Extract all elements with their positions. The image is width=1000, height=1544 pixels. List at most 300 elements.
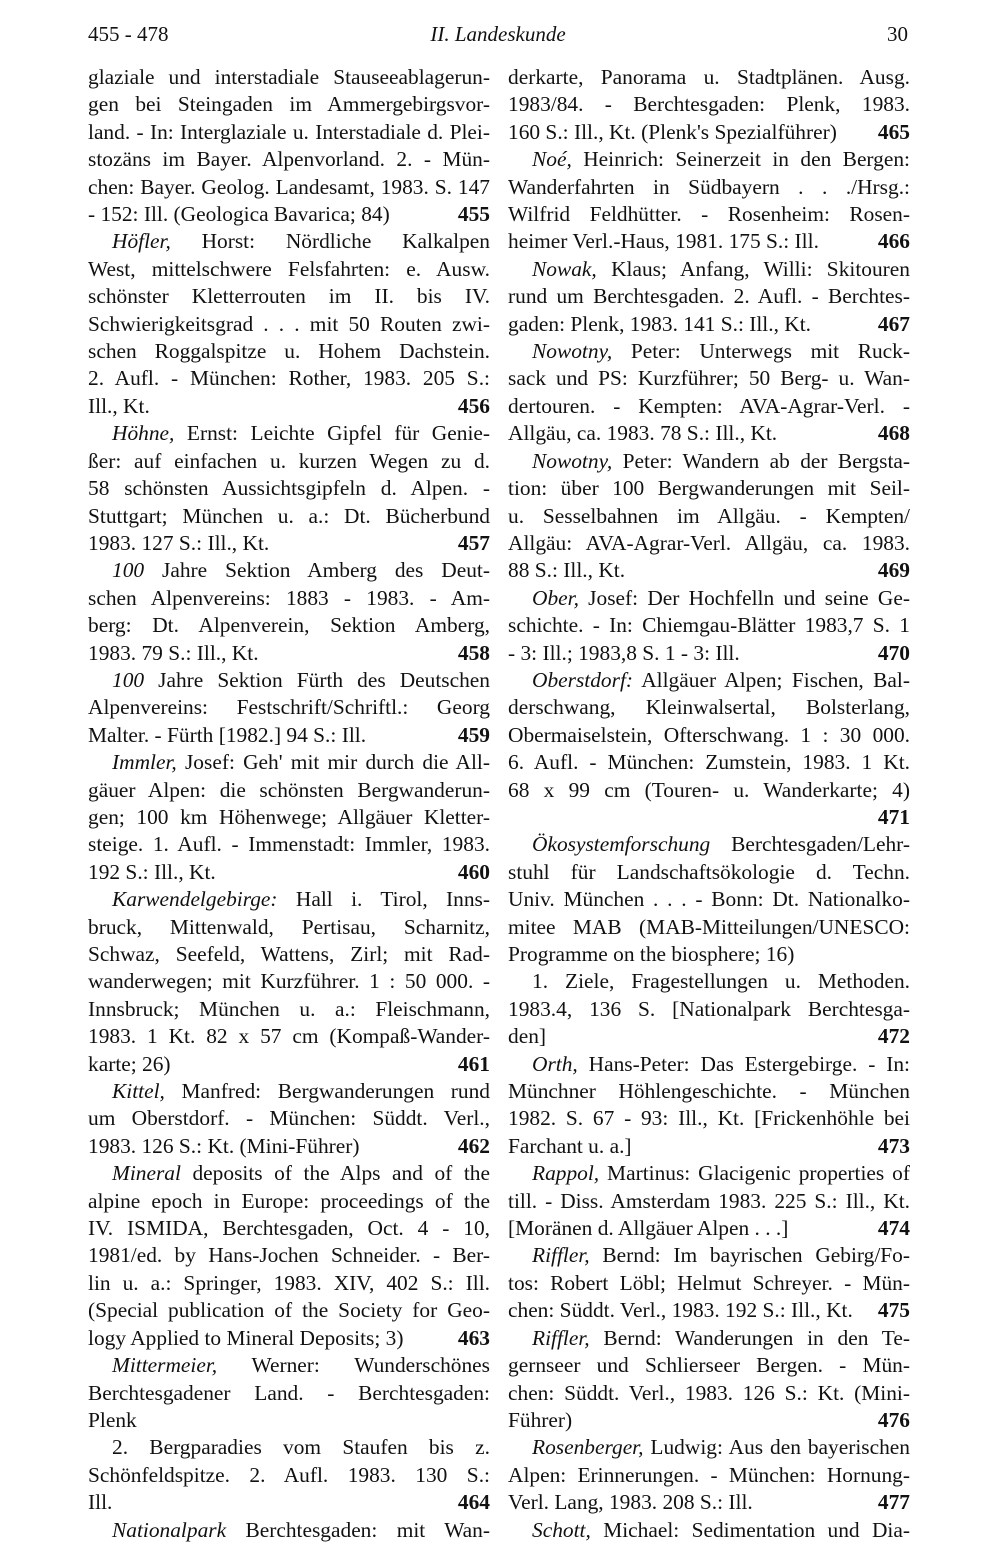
line-body: 2. Bergparadies vom Staufen bis z. (112, 1435, 490, 1460)
line-body: tos: Robert Löbl; Helmut Schreyer. - Mün- (508, 1270, 910, 1295)
entry-line (508, 722, 910, 749)
entry-lead: Mineral (112, 1161, 181, 1186)
line-body: stozäns im Bayer. Alpenvorland. 2. - Mün- (88, 147, 490, 172)
entry-line (88, 585, 490, 612)
line-body: Ludwig: Aus den bayerischen (643, 1435, 910, 1460)
entry-line (88, 640, 490, 667)
line-text (508, 1023, 546, 1050)
entry-line (88, 1105, 490, 1132)
entry-line (88, 365, 490, 392)
entry-line (88, 1517, 490, 1544)
line-body: [Moränen d. Allgäuer Alpen . . .] (508, 1216, 789, 1241)
line-body: schönster Kletterrouten im II. bis IV. (88, 284, 490, 309)
entry-number: 459 (457, 722, 490, 747)
entry-line (508, 777, 910, 804)
entry-line (508, 1078, 910, 1105)
bibliography-entry (88, 667, 490, 749)
entry-line (88, 804, 490, 831)
line-body: gen bei Steingaden im Ammergebirgsvor- (88, 92, 490, 117)
entry-line (508, 886, 910, 913)
bibliography-entry (88, 1160, 490, 1352)
bibliography-entry (508, 64, 910, 146)
bibliography-entry (508, 585, 910, 667)
line-body: alpine epoch in Europe: proceedings of the (88, 1188, 490, 1213)
line-body: 58 schönsten Aussichtsgipfeln d. Alpen. - (88, 476, 490, 501)
line-body: Farchant u. a.] (508, 1133, 632, 1158)
entry-lead: Rappol, (532, 1161, 600, 1186)
entry-line (88, 557, 490, 584)
entry-lead: Rosenberger, (532, 1435, 644, 1460)
line-body: schen Roggalspitze u. Hohem Dachstein. (88, 339, 490, 364)
entry-line (508, 91, 910, 118)
entry-lead: Riffler, (532, 1325, 590, 1350)
line-body: Schwaz, Seefeld, Wattens, Zirl; mit Rad- (88, 942, 490, 966)
entry-lead: 100 (112, 558, 145, 583)
line-body: rund um Berchtesgaden. 2. Aufl. - Berchtes- (508, 284, 910, 309)
entry-line (88, 174, 490, 201)
line-body: 1982. S. 67 - 93: Ill., Kt. [Frickenhöhle bei (508, 1106, 910, 1131)
entry-line (508, 996, 910, 1023)
line-body: chen: Bayer. Geolog. Landesamt, 1983. S. 147 (88, 174, 490, 199)
entry-lead: Höhne, (112, 421, 175, 446)
line-body: West, mittelschwere Felsfahrten: e. Ausw. (88, 256, 490, 281)
line-body: chen: Süddt. Verl., 1983. 126 S.: Kt. (Mini- (508, 1380, 910, 1405)
entry-line (508, 1489, 910, 1516)
line-body: Verl. Lang, 1983. 208 S.: Ill. (508, 1490, 753, 1515)
entry-line (88, 1434, 490, 1461)
entry-lead: Karwendelgebirge: (112, 887, 278, 912)
entry-line (508, 119, 910, 146)
line-body: Michael: Sedimentation und Dia- (590, 1517, 910, 1542)
entry-line (88, 283, 490, 310)
line-body: chen: Süddt. Verl., 1983. 192 S.: Ill., Kt. (508, 1298, 853, 1323)
line-body: - 3: Ill.; 1983,8 S. 1 - 3: Ill. (508, 640, 740, 665)
entry-line (508, 941, 910, 968)
line-body: wanderwegen; mit Kurzführer. 1 : 50 000. - (88, 969, 490, 994)
entry-range: 455 - 478 (88, 22, 169, 46)
entry-line (88, 1489, 490, 1516)
line-body: derkarte, Panorama u. Stadtplänen. Ausg. (508, 65, 910, 89)
bibliography-entry (508, 1051, 910, 1161)
entry-line (88, 64, 490, 91)
line-body: IV. ISMIDA, Berchtesgaden, Oct. 4 - 10, (88, 1216, 490, 1241)
line-body: 88 S.: Ill., Kt. (508, 558, 626, 583)
entry-line (88, 503, 490, 530)
bibliography-entry (88, 420, 490, 557)
line-text (88, 1133, 360, 1160)
bibliography-entry (88, 1434, 490, 1516)
line-body: Jahre Sektion Amberg des Deut- (144, 558, 490, 583)
entry-lead: Nowotny, (532, 448, 613, 473)
line-text (88, 640, 259, 667)
entry-line (508, 859, 910, 886)
line-body: Innsbruck; München u. a.: Fleischmann, (88, 996, 490, 1021)
line-text (88, 722, 366, 749)
bibliography-entry (508, 831, 910, 968)
entry-line (88, 475, 490, 502)
line-body: berg: Dt. Alpenverein, Sektion Amberg, (88, 613, 490, 638)
entry-lead: Ober, (532, 585, 579, 610)
entry-line (88, 1023, 490, 1050)
line-body: lin u. a.: Springer, 1983. XIV, 402 S.: Ill. (88, 1270, 490, 1295)
line-body: Ill., Kt. (88, 393, 150, 418)
line-body: Allgäuer Alpen; Fischen, Bal- (633, 667, 910, 692)
line-body: Peter: Unterwegs mit Ruck- (612, 339, 910, 364)
bibliography-entry (88, 557, 490, 667)
left-column (88, 64, 490, 1544)
line-body: Martinus: Glacigenic properties of (599, 1161, 910, 1186)
entry-line (508, 612, 910, 639)
entry-line (88, 146, 490, 173)
line-body: Wilfrid Feldhütter. - Rosenheim: Rosen- (508, 202, 910, 227)
entry-line (88, 201, 490, 228)
line-body: deposits of the Alps and of the (180, 1161, 490, 1186)
line-body: mitee MAB (MAB-Mitteilungen/UNESCO: (508, 914, 910, 939)
entry-number: 477 (877, 1490, 910, 1515)
line-body: Obermaiselstein, Ofterschwang. 1 : 30 000. (508, 722, 910, 747)
entry-line (508, 64, 910, 91)
line-body: Josef: Der Hochfelln und seine Ge- (578, 585, 910, 610)
line-text (508, 311, 811, 338)
entry-line (508, 1297, 910, 1324)
bibliography-entry (88, 886, 490, 1078)
line-body: Hans-Peter: Das Estergebirge. - In: (577, 1051, 910, 1076)
entry-line (508, 585, 910, 612)
line-body: Peter: Wandern ab der Bergsta- (612, 448, 910, 473)
line-body: Bernd: Wanderungen in den Te- (589, 1325, 910, 1350)
entry-line (88, 1133, 490, 1160)
entry-line (88, 1380, 490, 1407)
line-body: tion: über 100 Bergwanderungen mit Seil- (508, 476, 910, 501)
entry-line (508, 228, 910, 255)
line-body: glaziale und interstadiale Stauseeablagerun- (88, 65, 490, 89)
bibliography-entry (88, 228, 490, 420)
entry-line (88, 859, 490, 886)
entry-line (508, 1434, 910, 1461)
entry-line (508, 283, 910, 310)
bibliography-entry (88, 1078, 490, 1160)
bibliography-entry (508, 256, 910, 338)
entry-line (88, 1188, 490, 1215)
entry-line (508, 804, 910, 831)
entry-line (88, 996, 490, 1023)
line-body: gaden: Plenk, 1983. 141 S.: Ill., Kt. (508, 311, 812, 336)
line-body: 192 S.: Ill., Kt. (88, 859, 216, 884)
line-body: Plenk (88, 1407, 137, 1432)
line-body: gäuer Alpen: die schönsten Bergwanderun- (88, 777, 490, 802)
line-text (508, 228, 819, 255)
line-body: ßer: auf einfachen u. kurzen Wegen zu d. (88, 448, 490, 473)
entry-number: 472 (877, 1024, 910, 1049)
entry-line (88, 777, 490, 804)
line-body: Hall i. Tirol, Inns- (277, 887, 490, 912)
line-body: 1983. 127 S.: Ill., Kt. (88, 530, 270, 555)
entry-line (508, 201, 910, 228)
line-body: Berchtesgaden: mit Wan- (226, 1517, 490, 1542)
bibliography-entry (88, 64, 490, 228)
entry-line (508, 831, 910, 858)
bibliography-entry (508, 1160, 910, 1242)
line-body: Alpenvereins: Festschrift/Schriftl.: Georg (88, 695, 490, 720)
entry-line (88, 1242, 490, 1269)
entry-line (508, 1407, 910, 1434)
line-body: 1. Ziele, Fragestellungen u. Methoden. (532, 969, 910, 994)
line-body: 1983. 126 S.: Kt. (Mini-Führer) (88, 1133, 360, 1158)
line-body: den] (508, 1024, 547, 1049)
entry-line (508, 338, 910, 365)
entry-line (508, 146, 910, 173)
line-body: Schwierigkeitsgrad . . . mit 50 Routen zwi- (88, 311, 490, 336)
entry-line (88, 256, 490, 283)
entry-line (508, 1133, 910, 1160)
entry-line (88, 1462, 490, 1489)
entry-line (88, 722, 490, 749)
line-body: Ill. (88, 1490, 113, 1515)
entry-number: 468 (877, 421, 910, 446)
line-text (88, 1051, 171, 1078)
entry-line (88, 448, 490, 475)
line-body: (Special publication of the Society for Geo- (88, 1298, 490, 1323)
line-body: Werner: Wunderschönes (217, 1353, 490, 1378)
line-body: 6. Aufl. - München: Zumstein, 1983. 1 Kt. (508, 750, 910, 775)
entry-number: 476 (877, 1407, 910, 1432)
entry-line (88, 831, 490, 858)
line-body: Heinrich: Seinerzeit in den Bergen: (571, 147, 910, 172)
line-body: Alpen: Erinnerungen. - München: Hornung- (508, 1462, 910, 1487)
entry-line (508, 174, 910, 201)
line-body: schen Alpenvereins: 1883 - 1983. - Am- (88, 585, 490, 610)
entry-number: 460 (457, 859, 490, 884)
line-body: Schönfeldspitze. 2. Aufl. 1983. 130 S.: (88, 1462, 490, 1487)
line-body: karte; 26) (88, 1051, 171, 1076)
bibliography-entry (88, 1517, 490, 1544)
line-body: gernseer und Schlierseer Bergen. - Mün- (508, 1353, 910, 1378)
entry-line (88, 694, 490, 721)
line-text (508, 1215, 788, 1242)
line-body: gen; 100 km Höhenwege; Allgäuer Kletter- (88, 804, 490, 829)
entry-line (88, 119, 490, 146)
entry-lead: Nationalpark (112, 1517, 227, 1542)
page-number: 30 (887, 22, 908, 46)
line-text (508, 640, 740, 667)
entry-number: 474 (877, 1216, 910, 1241)
entry-number: 466 (877, 229, 910, 254)
line-body: derschwang, Kleinwalsertal, Bolsterlang, (508, 695, 910, 720)
entry-line (508, 1051, 910, 1078)
entry-number: 475 (877, 1298, 910, 1323)
line-body: Klaus; Anfang, Willi: Skitouren (596, 256, 910, 281)
right-column (508, 64, 910, 1544)
entry-line (508, 530, 910, 557)
line-text (88, 393, 150, 420)
entry-number: 473 (877, 1133, 910, 1158)
line-body: Bernd: Im bayrischen Gebirg/Fo- (589, 1243, 910, 1268)
line-body: land. - In: Interglaziale u. Interstadiale d. Plei- (88, 119, 490, 144)
line-body: Programme on the biosphere; 16) (508, 942, 795, 966)
entry-line (508, 1380, 910, 1407)
entry-line (88, 941, 490, 968)
section-title: II. Landeskunde (430, 22, 566, 46)
line-body: Malter. - Fürth [1982.] 94 S.: Ill. (88, 722, 367, 747)
entry-line (88, 91, 490, 118)
line-body: Ernst: Leichte Gipfel für Genie- (174, 421, 490, 446)
entry-line (508, 475, 910, 502)
bibliography-entry (508, 1517, 910, 1544)
entry-line (508, 1242, 910, 1269)
entry-line (508, 448, 910, 475)
line-text (508, 119, 837, 146)
entry-lead: Mittermeier, (112, 1353, 218, 1378)
entry-line (88, 1215, 490, 1242)
bibliography-entry (508, 146, 910, 256)
entry-line (508, 1188, 910, 1215)
entry-number: 462 (457, 1133, 490, 1158)
entry-line (508, 694, 910, 721)
entry-lead: Orth, (532, 1051, 578, 1076)
entry-line (508, 1160, 910, 1187)
line-text (508, 557, 625, 584)
line-body: - 152: Ill. (Geologica Bavarica; 84) (88, 202, 390, 227)
entry-line (88, 530, 490, 557)
line-body: Allgäu: AVA-Agrar-Verl. Allgäu, ca. 1983. (508, 530, 910, 555)
line-body: 160 S.: Ill., Kt. (Plenk's Spezialführer) (508, 119, 837, 144)
entry-line (88, 228, 490, 255)
line-body: Horst: Nördliche Kalkalpen (170, 229, 490, 254)
entry-lead: Nowotny, (532, 339, 613, 364)
entry-number: 467 (877, 311, 910, 336)
entry-number: 455 (457, 202, 490, 227)
entry-line (508, 914, 910, 941)
line-text (508, 1489, 753, 1516)
entry-line (88, 1160, 490, 1187)
bibliography-entry (508, 1325, 910, 1435)
entry-lead: Schott, (532, 1517, 591, 1542)
line-body: steige. 1. Aufl. - Immenstadt: Immler, 1983. (88, 832, 490, 857)
entry-line (508, 365, 910, 392)
bibliography-entry (88, 1352, 490, 1434)
line-body: Berchtesgadener Land. - Berchtesgaden: (88, 1380, 490, 1405)
entry-line (88, 311, 490, 338)
line-text (508, 1407, 572, 1434)
entry-line (508, 1105, 910, 1132)
line-body: Allgäu, ca. 1983. 78 S.: Ill., Kt. (508, 421, 778, 446)
line-text (88, 530, 269, 557)
entry-line (508, 749, 910, 776)
entry-lead: Riffler, (532, 1243, 590, 1268)
entry-line (508, 667, 910, 694)
entry-number: 463 (457, 1325, 490, 1350)
entry-lead: Höfler, (112, 229, 171, 254)
entry-lead: Oberstdorf: (532, 667, 634, 692)
line-body: 2. Aufl. - München: Rother, 1983. 205 S.: (88, 366, 490, 391)
entry-line (88, 1297, 490, 1324)
entry-lead: Kittel, (112, 1079, 165, 1104)
entry-number: 456 (457, 393, 490, 418)
line-body: schichte. - In: Chiemgau-Blätter 1983,7 S. 1 (508, 613, 910, 638)
entry-line (88, 749, 490, 776)
entry-line (88, 968, 490, 995)
entry-lead: Nowak, (532, 256, 597, 281)
entry-line (88, 886, 490, 913)
entry-line (88, 667, 490, 694)
entry-line (88, 1407, 490, 1434)
entry-number: 458 (457, 640, 490, 665)
bibliography-entry (508, 1434, 910, 1516)
entry-line (88, 1325, 490, 1352)
line-body: Josef: Geh' mit mir durch die All- (176, 750, 490, 775)
line-body: Univ. München . . . - Bonn: Dt. Nationalko- (508, 887, 910, 912)
entry-line (508, 1462, 910, 1489)
entry-line (88, 1051, 490, 1078)
line-body: u. Sesselbahnen im Allgäu. - Kempten/ (508, 503, 910, 528)
line-body: Stuttgart; München u. a.: Dt. Bücherbund (88, 503, 490, 528)
bibliography-entry (508, 1242, 910, 1324)
line-text (88, 201, 390, 228)
entry-number: 465 (877, 119, 910, 144)
line-body: dertouren. - Kempten: AVA-Agrar-Verl. - (508, 393, 910, 418)
entry-number: 461 (457, 1051, 490, 1076)
entry-line (508, 557, 910, 584)
line-body: Führer) (508, 1407, 573, 1432)
line-body: sack und PS: Kurzführer; 50 Berg- u. Wan- (508, 366, 910, 391)
line-body: bruck, Mittenwald, Pertisau, Scharnitz, (88, 914, 490, 939)
line-body: um Oberstdorf. - München: Süddt. Verl., (88, 1106, 490, 1131)
line-body: 1983.4, 136 S. [Nationalpark Berchtesga- (508, 996, 910, 1021)
line-text (88, 1489, 112, 1516)
entry-line (508, 393, 910, 420)
line-body: 1981/ed. by Hans-Jochen Schneider. - Ber- (88, 1243, 490, 1268)
line-body: 1983/84. - Berchtesgaden: Plenk, 1983. (508, 92, 910, 117)
entry-line (88, 1270, 490, 1297)
entry-line (88, 612, 490, 639)
entry-line (508, 1215, 910, 1242)
line-text (508, 420, 777, 447)
entry-line (508, 1270, 910, 1297)
line-body: till. - Diss. Amsterdam 1983. 225 S.: Ill., Kt. (508, 1188, 910, 1213)
entry-line (88, 1352, 490, 1379)
bibliography-entry (508, 338, 910, 448)
line-body: 68 x 99 cm (Touren- u. Wanderkarte; 4) (508, 777, 910, 802)
line-text (88, 1325, 403, 1352)
entry-number: 469 (877, 558, 910, 583)
entry-line (508, 420, 910, 447)
line-text (508, 1133, 632, 1160)
entry-line (88, 393, 490, 420)
entry-number: 464 (457, 1490, 490, 1515)
entry-line (508, 968, 910, 995)
entry-number: 471 (877, 804, 910, 829)
line-body: 1983. 79 S.: Ill., Kt. (88, 640, 259, 665)
entry-line (508, 503, 910, 530)
entry-line (88, 1078, 490, 1105)
entry-lead: Noé, (532, 147, 572, 172)
entry-number: 470 (877, 640, 910, 665)
line-text (88, 859, 216, 886)
entry-lead: Immler, (112, 750, 177, 775)
entry-line (508, 1023, 910, 1050)
entry-line (508, 311, 910, 338)
bibliography-entry (508, 667, 910, 831)
entry-line (88, 420, 490, 447)
line-body: Berchtesgaden/Lehr- (710, 832, 910, 857)
line-body: Wanderfahrten in Südbayern . . ./Hrsg.: (508, 174, 910, 199)
bibliography-entry (88, 749, 490, 886)
line-body: heimer Verl.-Haus, 1981. 175 S.: Ill. (508, 229, 819, 254)
entry-lead: Ökosystemforschung (532, 832, 711, 857)
line-body: Jahre Sektion Fürth des Deutschen (144, 667, 490, 692)
entry-line (508, 1517, 910, 1544)
line-body: Manfred: Bergwanderungen rund (164, 1079, 490, 1104)
